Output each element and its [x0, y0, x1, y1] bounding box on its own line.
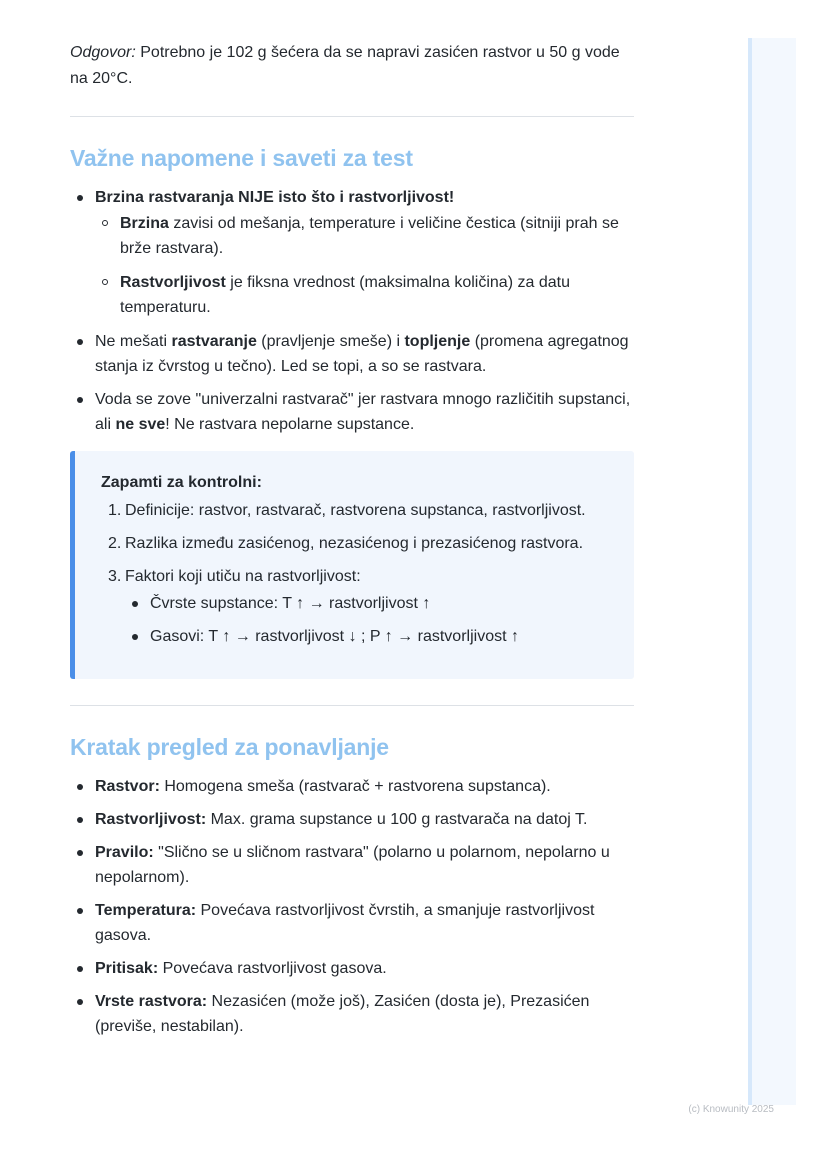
list-item: Gasovi: T ↑ → rastvorljivost ↓ ; P ↑ → rastvorljivost ↑	[125, 624, 614, 649]
review-list	[70, 774, 634, 1039]
term-text: zavisi od mešanja, temperature i veličine čestica (sitniji prah se brže rastvara).	[120, 215, 619, 257]
section-divider	[70, 116, 634, 117]
term: Pritisak:	[95, 960, 159, 977]
list-item	[101, 564, 614, 649]
text: Voda se zove "univerzalni rastvarač" jer rastvara mnogo različitih supstanci, ali	[95, 391, 631, 433]
term: Pravilo:	[95, 844, 154, 861]
copyright-footer: (c) Knowunity 2025	[688, 1104, 774, 1115]
term: Rastvorljivost	[120, 274, 226, 291]
term-text: je fiksna vrednost (maksimalna količina) za datu temperaturu.	[120, 274, 570, 316]
answer-label: Odgovor:	[70, 44, 136, 61]
item-text: Razlika između zasićenog, nezasićenog i prezasićenog rastvora.	[125, 535, 584, 552]
section-title-tips: Važne napomene i saveti za test	[70, 145, 413, 171]
item-number: 2.	[108, 535, 122, 552]
text: (promena agregatnog stanja iz čvrstog u tečno). Led se topi, a so se rastvara.	[95, 333, 629, 375]
list-item	[70, 898, 634, 948]
text: Ne mešati	[95, 333, 172, 350]
list-item	[70, 807, 634, 832]
answer-paragraph	[70, 40, 634, 92]
list-item	[70, 329, 634, 379]
tip-sublist	[95, 211, 634, 320]
item-number: 1.	[108, 502, 122, 519]
factors-sublist	[108, 591, 614, 649]
term-text: "Slično se u sličnom rastvara" (polarno u polarnom, nepolarno u nepolarnom).	[95, 844, 610, 886]
answer-text: Potrebno je 102 g šećera da se napravi zasićen rastvor u 50 g vode na 20°C.	[70, 44, 620, 87]
remember-callout	[70, 451, 634, 679]
term-text: Povećava rastvorljivost čvrstih, a smanjuje rastvorljivost gasova.	[95, 902, 595, 944]
tips-list	[70, 185, 634, 437]
list-item	[70, 774, 634, 799]
list-item	[101, 498, 614, 523]
text: (pravljenje smeše) i	[256, 333, 405, 350]
term-text: Povećava rastvorljivost gasova.	[158, 960, 387, 977]
item-number: 3.	[108, 568, 122, 585]
term: Rastvorljivost:	[95, 811, 207, 828]
list-item	[101, 531, 614, 556]
callout-title: Zapamti za kontrolni:	[101, 474, 262, 491]
term-text: Nezasićen (može još), Zasićen (dosta je), Prezasićen (previše, nestabilan).	[95, 993, 590, 1035]
term: topljenje	[404, 333, 471, 350]
list-item	[70, 840, 634, 890]
list-item	[70, 185, 634, 320]
side-margin-panel	[748, 38, 796, 1105]
list-item	[70, 387, 634, 437]
callout-list	[101, 498, 614, 649]
tip-heading: Brzina rastvaranja NIJE isto što i rastvorljivost!	[95, 189, 455, 206]
term-text: Homogena smeša (rastvarač + rastvorena supstanca).	[159, 778, 551, 795]
item-text: Definicije: rastvor, rastvarač, rastvorena supstanca, rastvorljivost.	[125, 502, 586, 519]
list-item	[70, 956, 634, 981]
list-item	[95, 270, 634, 320]
term: Brzina	[120, 215, 169, 232]
term: ne sve	[115, 416, 166, 433]
section-title-review: Kratak pregled za ponavljanje	[70, 734, 389, 760]
list-item	[95, 211, 634, 261]
list-item: Čvrste supstance: T ↑ → rastvorljivost ↑	[125, 591, 614, 616]
term: Temperatura:	[95, 902, 197, 919]
term: Rastvor:	[95, 778, 160, 795]
item-text: Faktori koji utiču na rastvorljivost:	[125, 568, 361, 585]
section-divider	[70, 705, 634, 706]
term: rastvaranje	[171, 333, 257, 350]
term-text: Max. grama supstance u 100 g rastvarača na datoj T.	[206, 811, 588, 828]
term: Vrste rastvora:	[95, 993, 208, 1010]
list-item	[70, 989, 634, 1039]
document-content	[70, 40, 634, 1047]
text: ! Ne rastvara nepolarne supstance.	[165, 416, 415, 433]
